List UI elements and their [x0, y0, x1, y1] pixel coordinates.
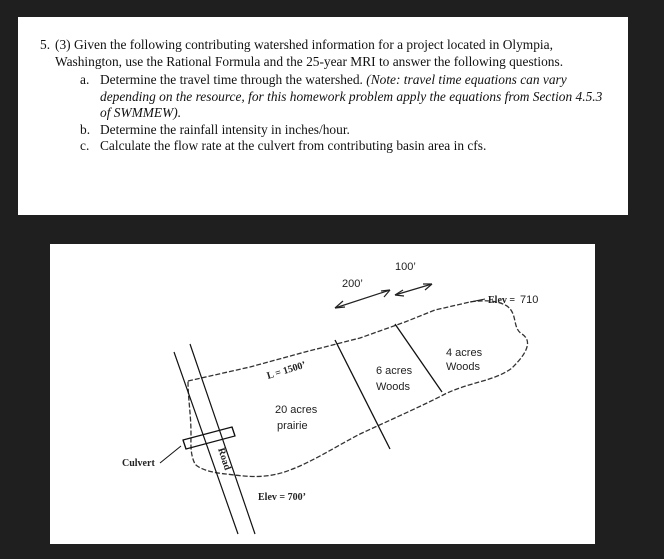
watershed-boundary	[188, 301, 528, 477]
watershed-figure	[50, 244, 595, 544]
problem-card	[18, 17, 628, 215]
dimension-100-label: 100’	[395, 261, 416, 273]
elev-top-value: 710	[520, 294, 539, 306]
sub-question-b	[80, 122, 606, 139]
zone-woods-6-area: 6 acres	[376, 365, 413, 377]
road-label: Road	[215, 446, 233, 472]
watershed-diagram	[50, 244, 595, 544]
elev-top-leader	[470, 299, 485, 302]
sub-question-a	[80, 72, 606, 122]
sub-question-list	[80, 72, 606, 155]
sub-question-letter: a.	[80, 72, 90, 87]
zone-prairie-type: prairie	[277, 420, 308, 432]
zone-woods-4-area: 4 acres	[446, 347, 483, 359]
sub-question-text: Calculate the flow rate at the culvert from contributing basin area in cfs.	[100, 138, 487, 153]
problem-statement	[40, 37, 606, 155]
dimension-200-label: 200’	[342, 278, 363, 290]
elev-bottom-label: Elev = 700’	[258, 492, 306, 503]
elev-top-label: Elev =	[488, 295, 516, 306]
sub-question-letter: c.	[80, 138, 90, 153]
sub-question-c	[80, 138, 606, 155]
culvert-leader	[160, 446, 181, 463]
sub-question-text: Determine the rainfall intensity in inches/hour.	[100, 121, 350, 137]
problem-intro: (3) Given the following contributing watershed information for a project located in Olympia, Washington, use the Rational Formula and the 25-year MRI to answer the following questions.	[55, 37, 564, 69]
sub-question-note: (Note: travel time equations can vary depending on the resource, for this homework problem apply the equations from Section 4.5.3 of SWMMEW).	[100, 72, 603, 120]
problem-number: 5.	[40, 37, 51, 52]
length-label: L = 1500’	[265, 359, 308, 382]
zone-prairie-area: 20 acres	[275, 404, 318, 416]
sub-question-letter: b.	[80, 121, 91, 137]
dimension-200-arrow	[335, 290, 390, 308]
culvert-label: Culvert	[122, 458, 155, 469]
sub-question-text: Determine the travel time through the watershed.	[100, 72, 363, 87]
zone-woods-4-type: Woods	[446, 361, 481, 373]
zone-woods-6-type: Woods	[376, 381, 411, 393]
